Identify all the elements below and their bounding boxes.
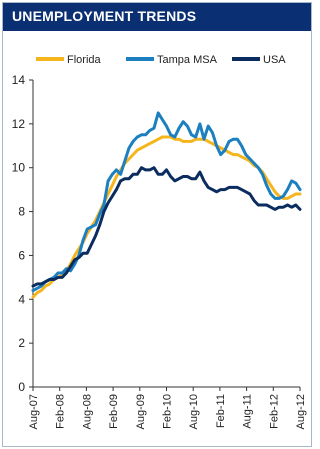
y-tick-label: 6	[18, 248, 25, 263]
x-tick-label: Feb-09	[108, 394, 121, 429]
x-tick-label: Feb-11	[214, 394, 227, 429]
legend-label: Tampa MSA	[157, 54, 217, 66]
y-tick-label: 4	[18, 292, 25, 307]
x-tick-label: Feb-10	[161, 394, 174, 429]
x-tick-label: Aug-09	[134, 394, 147, 430]
series-line-florida	[33, 137, 300, 297]
legend-label: USA	[263, 54, 286, 66]
chart-title: UNEMPLOYMENT TRENDS	[12, 8, 197, 24]
y-tick-label: 12	[11, 116, 25, 131]
x-axis-ticks	[28, 387, 307, 429]
x-tick-label: Feb-08	[54, 394, 67, 429]
x-tick-label: Aug-07	[28, 394, 40, 430]
series-lines	[33, 113, 300, 297]
legend-label: Florida	[67, 54, 101, 66]
x-tick-label: Aug-08	[81, 394, 94, 430]
y-tick-label: 0	[18, 380, 25, 394]
x-tick-label: Aug-12	[295, 394, 307, 430]
y-tick-label: 2	[18, 336, 25, 351]
legend	[36, 54, 286, 66]
x-tick-label: Aug-11	[241, 394, 254, 429]
y-tick-label: 8	[18, 204, 25, 219]
x-tick-label: Aug-10	[188, 394, 201, 430]
x-tick-label: Feb-12	[268, 394, 281, 429]
y-axis-ticks	[12, 73, 33, 394]
y-tick-label: 10	[11, 160, 25, 175]
y-tick-label: 14	[11, 73, 25, 87]
